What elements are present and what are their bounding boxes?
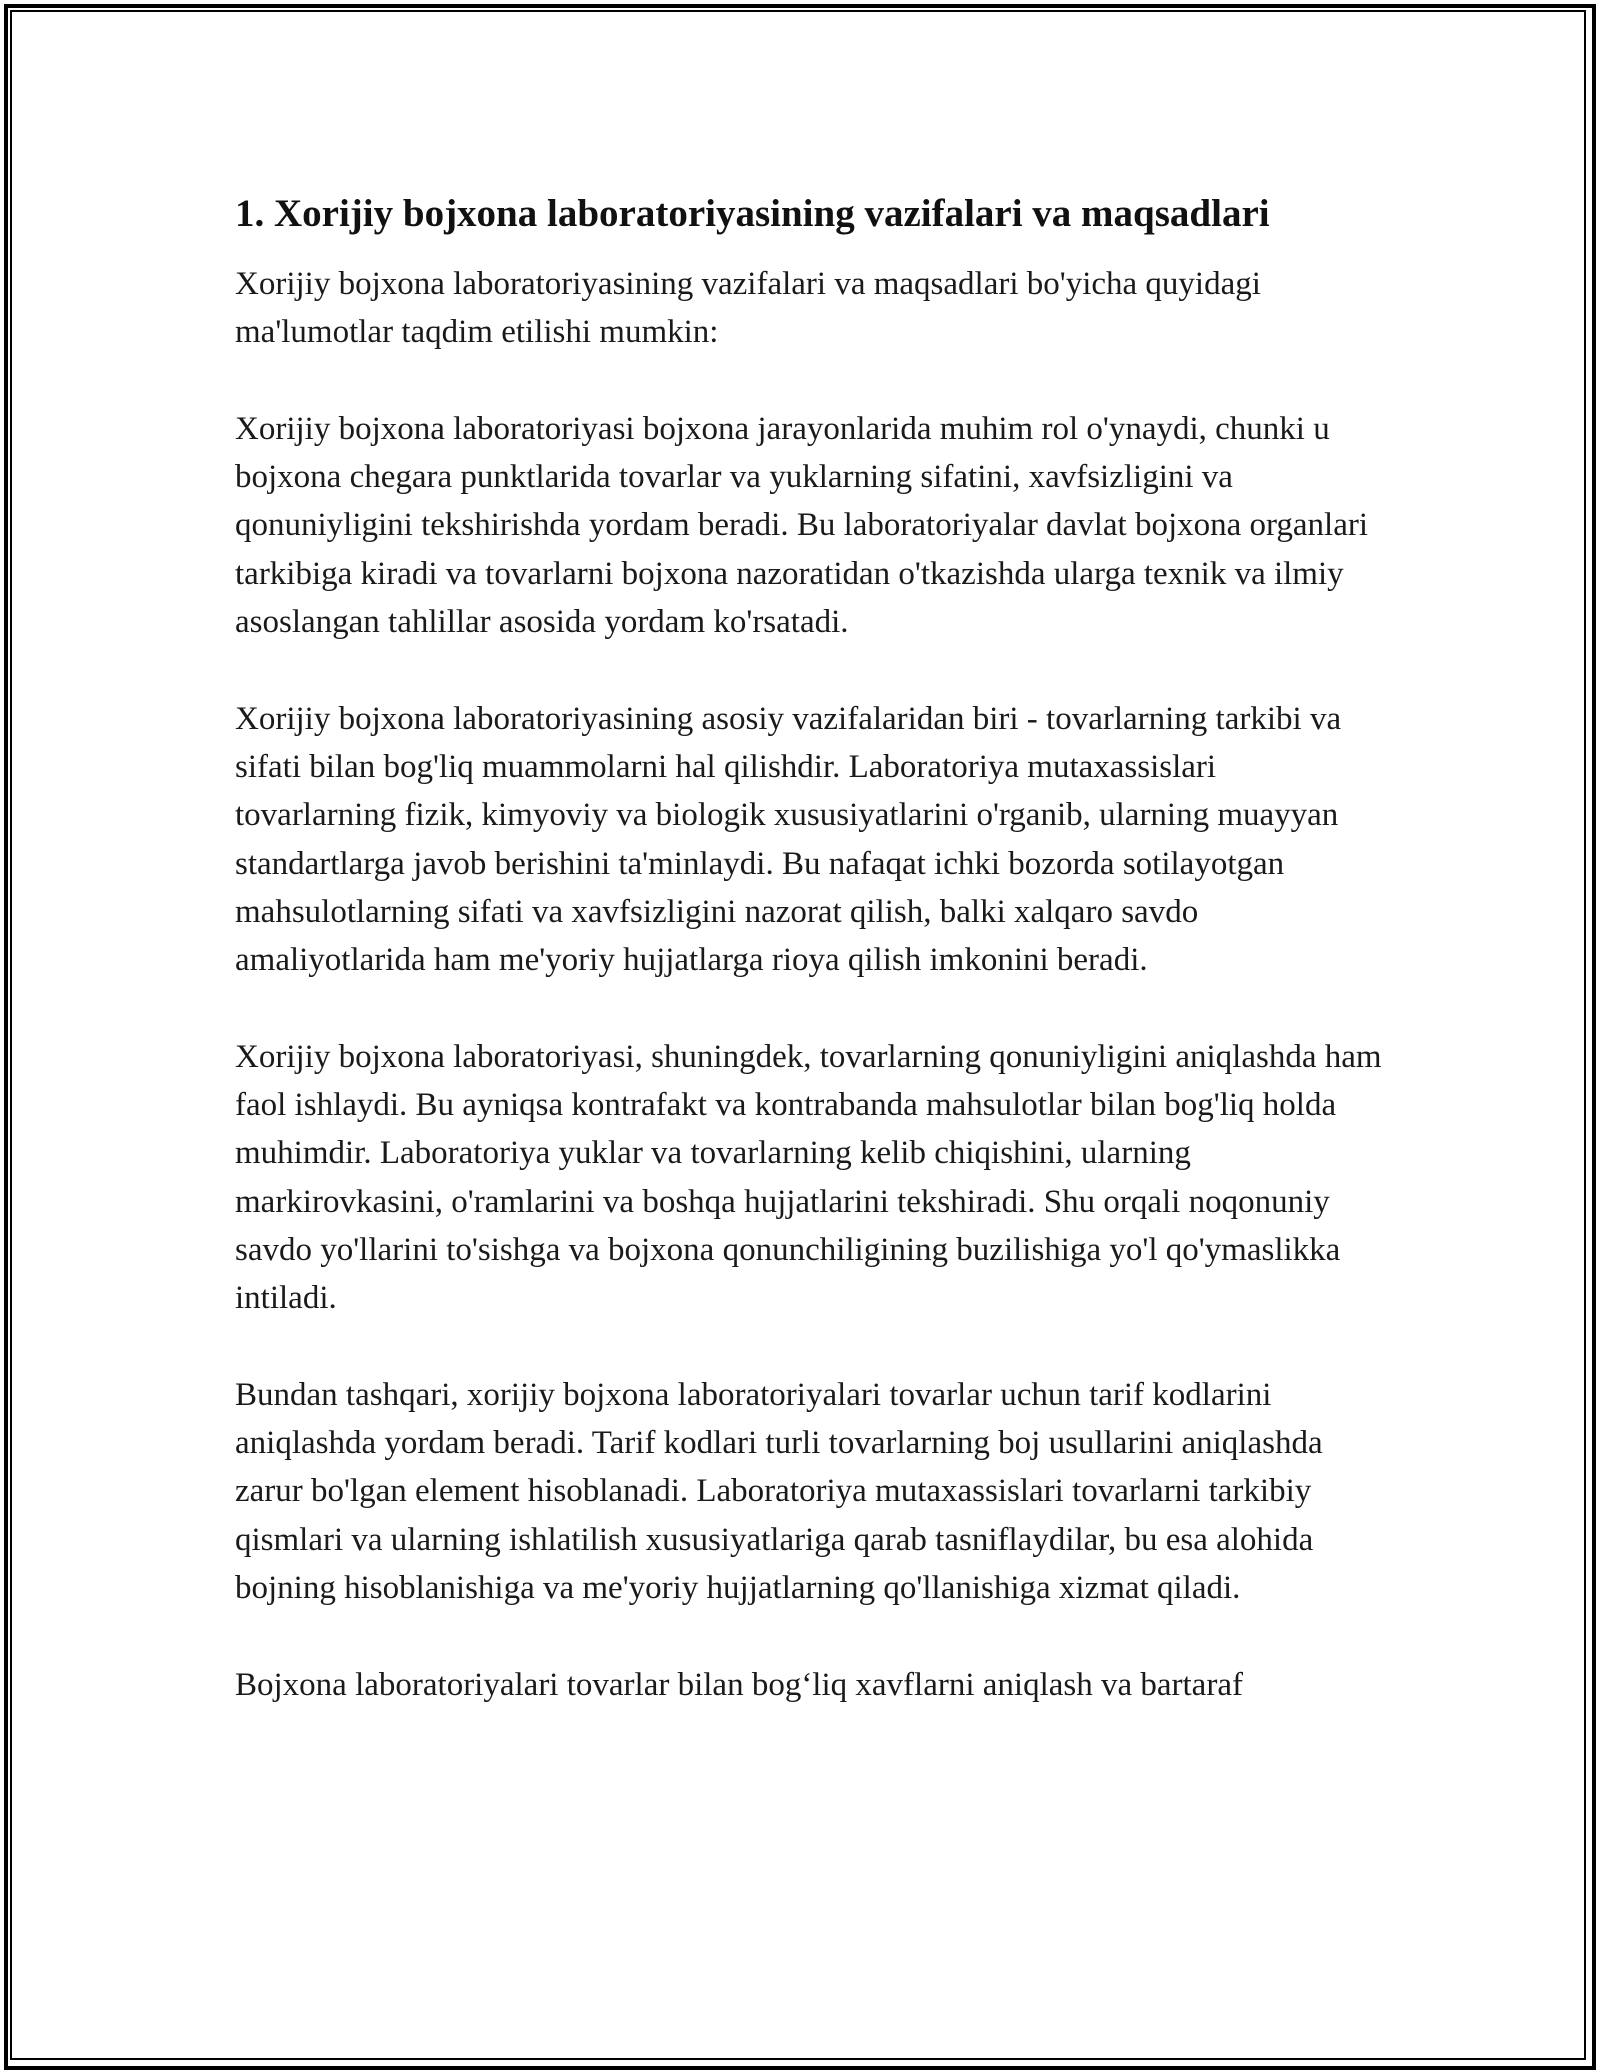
- paragraph-risks: Bojxona laboratoriyalari tovarlar bilan bog‘liq xavflarni aniqlash va bartaraf: [235, 1666, 1243, 1703]
- paragraph-main-tasks: Xorijiy bojxona laboratoriyasining asosiy vazifalaridan biri - tovarlarning tarkibi va sifati bilan bog'liq muammolarni hal qilishdir. Laboratoriya mutaxassislari tovarlarning fizik, kimyoviy va biologik xususiyatlarini o'rganib, ularning muayyan standartlarga javob berishini ta'minlaydi. Bu nafaqat ichki bozorda sotilayotgan mahsulotlarning sifati va xavfsizligini nazorat qilish, balki xalqaro savdo amaliyotlarida ham me'yoriy hujjatlarga rioya qilish imkonini beradi.: [235, 700, 1342, 979]
- paragraph-legality: Xorijiy bojxona laboratoriyasi, shuningdek, tovarlarning qonuniyligini aniqlashda ham faol ishlaydi. Bu ayniqsa kontrafakt va kontrabanda mahsulotlar bilan bog'liq holda muhimdir. Laboratoriya yuklar va tovarlarning kelib chiqishini, ularning markirovkasini, o'ramlarini va boshqa hujjatlarini tekshiradi. Shu orqali noqonuniy savdo yo'llarini to'sishga va bojxona qonunchiligining buzilishiga yo'l qo'ymaslikka intiladi.: [235, 1038, 1382, 1317]
- document-body: [235, 188, 1385, 1757]
- paragraph-role: Xorijiy bojxona laboratoriyasi bojxona jarayonlarida muhim rol o'ynaydi, chunki u bojxona chegara punktlarida tovarlar va yuklarning sifatini, xavfsizligini va qonuniyligini tekshirishda yordam beradi. Bu laboratoriyalar davlat bojxona organlari tarkibiga kiradi va tovarlarni bojxona nazoratidan o'tkazishda ularga texnik va ilmiy asoslangan tahlillar asosida yordam ko'rsatadi.: [235, 410, 1369, 641]
- paragraph-tariff-codes: Bundan tashqari, xorijiy bojxona laboratoriyalari tovarlar uchun tarif kodlarini aniqlashda yordam beradi. Tarif kodlari turli tovarlarning boj usullarini aniqlashda zarur bo'lgan element hisoblanadi. Laboratoriya mutaxassislari tovarlarni tarkibiy qismlari va ularning ishlatilish xususiyatlariga qarab tasniflaydilar, bu esa alohida bojning hisoblanishiga va me'yoriy hujjatlarning qo'llanishiga xizmat qiladi.: [235, 1376, 1323, 1607]
- paragraph-intro: Xorijiy bojxona laboratoriyasining vazifalari va maqsadlari bo'yicha quyidagi ma'lumotlar taqdim etilishi mumkin:: [235, 266, 1261, 351]
- section-heading: 1. Xorijiy bojxona laboratoriyasining vazifalari va maqsadlari: [235, 192, 1270, 235]
